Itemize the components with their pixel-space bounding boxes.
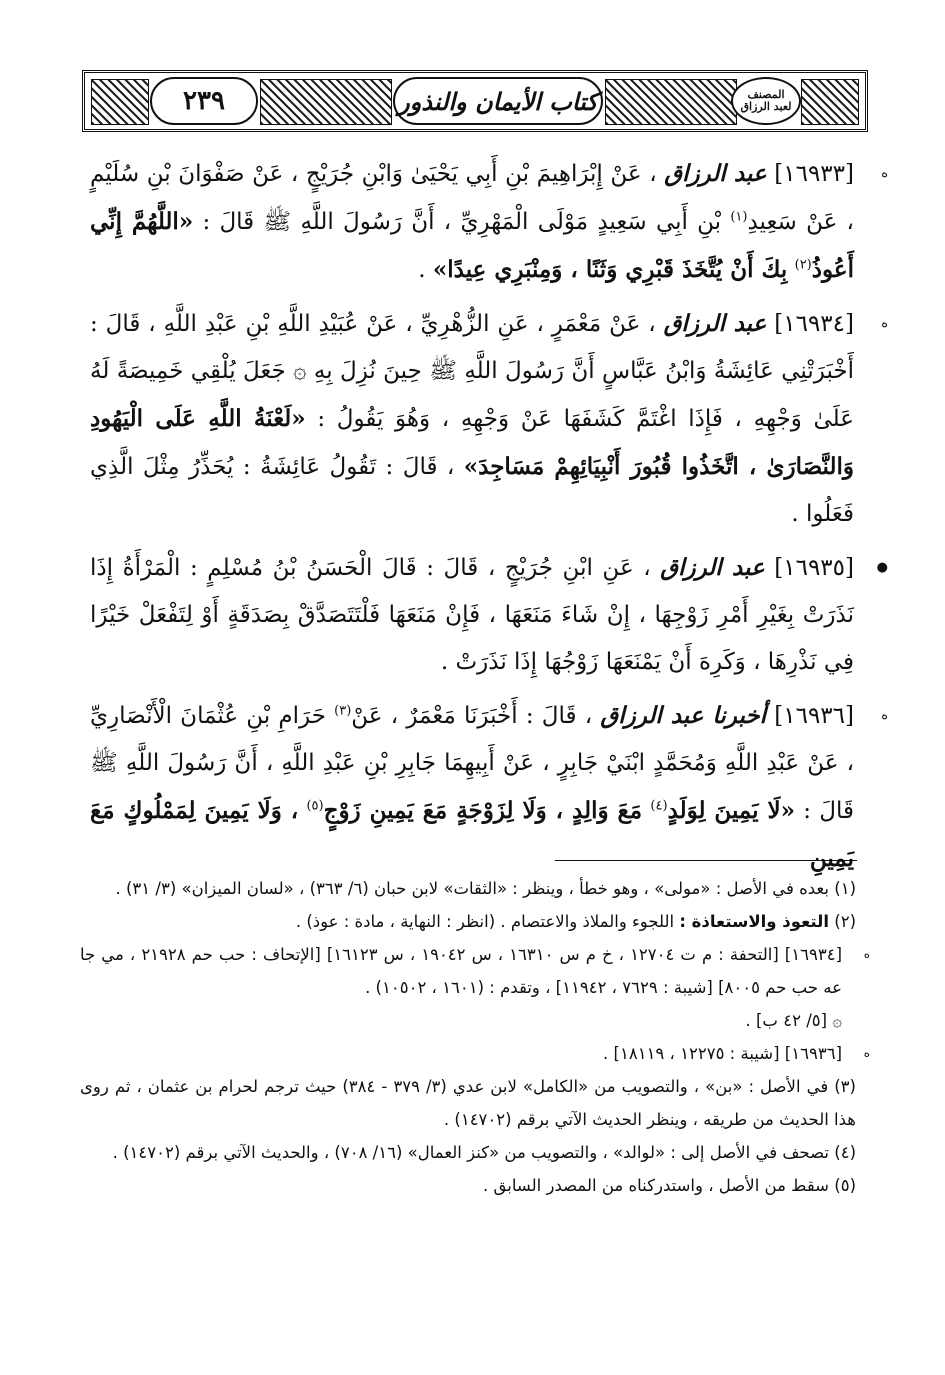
footnotes — [80, 872, 870, 1202]
footnote-label: (٢) — [834, 912, 856, 931]
footnote-text: سقط من الأصل ، واستدركناه من المصدر السابق . — [483, 1176, 829, 1195]
hadith-quote: «لَا يَمِينَ لِوَلَدٍ — [667, 797, 796, 824]
header-ornament-mid-right — [605, 79, 737, 125]
entry-number: [١٦٩٣٥] — [774, 555, 854, 581]
entry-author: أخبرنا عبد الرزاق — [600, 702, 767, 729]
footnote-1 — [80, 872, 860, 905]
entry-text: حَرَامِ بْنِ عُثْمَانَ الْأَنْصَارِيِّ ، عَنْ عَبْدِ اللَّهِ وَمُحَمَّدٍ ابْنَيْ جَابِرٍ ، عَنْ أَبِيهِمَا جَابِرِ بْنِ عَبْدِ اللَّهِ ، أَنَّ رَسُولَ اللَّهِ ﷺ قَالَ : — [90, 703, 854, 824]
footnote-text: اللجوء والملاذ والاعتصام . (انظر : النهاية ، مادة : عوذ) . — [295, 912, 675, 931]
entry-author: عبد الرزاق — [660, 554, 765, 581]
footnote-label: (٥) — [834, 1176, 856, 1195]
hadith-quote: «لَعْنَةُ اللَّهِ عَلَى الْيَهُودِ وَالنَّصَارَىٰ ، اتَّخَذُوا قُبُورَ أَنْبِيَائِهِمْ مَسَاجِدَ» — [90, 405, 854, 480]
footnote-label: (٣) — [834, 1077, 856, 1096]
entry-text: ، عَنْ إِبْرَاهِيمَ بْنِ أَبِي يَحْيَىٰ وَابْنِ جُرَيْجٍ ، عَنْ صَفْوَانَ بْنِ سُلَيْمٍ ، عَنْ سَعِيدِ — [90, 161, 854, 235]
footnote-4 — [80, 1136, 860, 1169]
main-text — [90, 150, 888, 889]
header-ornament-mid-left — [260, 79, 392, 125]
footnote-5 — [80, 1169, 860, 1202]
footnote-ref: (١) — [730, 209, 748, 225]
book-title: كتاب الأيمان والنذور — [393, 77, 603, 125]
footnote-ref: (٣) — [334, 703, 352, 719]
entry-marker: ه — [881, 316, 888, 331]
entry-author: عبد الرزاق — [663, 310, 767, 337]
hadith-quote: ، وَلَا يَمِينَ لِمَمْلُوكٍ مَعَ يَمِينِ — [90, 797, 854, 872]
series-logo-line1: المصنف — [747, 88, 785, 101]
footnote-divider — [555, 860, 857, 861]
footnote-2 — [80, 905, 860, 938]
hadith-entry-16935 — [90, 544, 888, 686]
page-header — [82, 70, 868, 132]
reference-text: [١٦٩٣٤] [التحفة : م ت ١٢٧٠٤ ، خ م س ١٦٣١٠ ، س ١٩٠٤٢ ، س ١٦١٢٣] [الإتحاف : حب حم ٢١٩٢٨ ، مي جا عه حب حم ٨٠٠٥] [شيبة : ٧٦٢٩ ، ١١٩٤٢] ، وتقدم : (١٦٠١ ، ١٠٥٠٢) . — [80, 945, 842, 997]
manuscript-folio-note — [80, 1004, 860, 1037]
reference-marker: ه — [863, 1046, 870, 1060]
entry-text: ، عَنِ ابْنِ جُرَيْجٍ ، قَالَ : قَالَ الْحَسَنُ بْنُ مُسْلِمٍ : الْمَرْأَةُ إِذَا نَذَرَتْ بِغَيْرِ أَمْرِ زَوْجِهَا ، إِنْ شَاءَ مَنَعَهَا ، فَإِنْ مَنَعَهَا فَلْتَتَصَدَّقْ بِصَدَقَةٍ أَوْ لِتَفْعَلْ خَيْرًا فِي نَذْرِهَا ، وَكَرِهَ أَنْ يَمْنَعَهَا زَوْجُهَا إِذَا نَذَرَتْ . — [90, 555, 854, 675]
reference-16934 — [80, 938, 870, 1004]
hadith-quote: بِكَ أَنْ يُتَّخَذَ قَبْرِي وَثَنًا ، وَمِنْبَرِي عِيدًا» — [432, 256, 788, 283]
reference-text: [١٦٩٣٦] [شيبة : ١٢٢٧٥ ، ١٨١١٩] . — [603, 1044, 842, 1063]
page-number: ٢٣٩ — [150, 77, 258, 125]
entry-text: ، قَالَ : أَخْبَرَنَا مَعْمَرٌ ، عَنْ — [351, 703, 593, 729]
folio-text: ۞ [٥/ ٤٢ ب] . — [745, 1011, 842, 1030]
footnote-3 — [80, 1070, 860, 1136]
series-logo — [731, 77, 801, 125]
footnote-text: في الأصل : «بن» ، والتصويب من «الكامل» لابن عدي (٣/ ٣٧٩ - ٣٨٤) حيث ترجم لحرام بن عثمان ، ثم روى هذا الحديث من طريقه ، وينظر الحديث الآتي برقم (١٤٧٠٢) . — [80, 1077, 856, 1129]
footnote-ref: (٢) — [794, 257, 812, 273]
entry-text: ، قَالَ : تَقُولُ عَائِشَةُ : يُحَذِّرُ مِثْلَ الَّذِي فَعَلُوا . — [90, 454, 854, 527]
entry-marker: ه — [881, 166, 888, 181]
entry-marker: ه — [881, 708, 888, 723]
footnote-text: بعده في الأصل : «مولى» ، وهو خطأ ، وينظر : «الثقات» لابن حبان (٦/ ٣٦٣) ، «لسان الميزان» (٣/ ٣١) . — [115, 879, 829, 898]
hadith-quote: «اللَّهُمَّ إِنِّي أَعُوذُ — [90, 208, 854, 283]
entry-end: . — [418, 257, 426, 283]
footnote-ref: (٤) — [650, 798, 668, 814]
reference-marker: ه — [863, 947, 870, 961]
hadith-entry-16936 — [90, 692, 888, 883]
footnote-ref: (٥) — [306, 798, 324, 814]
entry-marker: ● — [876, 560, 888, 575]
reference-16936 — [80, 1037, 870, 1070]
entry-text: ، عَنْ مَعْمَرٍ ، عَنِ الزُّهْرِيِّ ، عَنْ عُبَيْدِ اللَّهِ بْنِ عَبْدِ اللَّهِ ، قَالَ : أَخْبَرَتْنِي عَائِشَةُ وَابْنُ عَبَّاسٍ أَنَّ رَسُولَ اللَّهِ ﷺ حِينَ نُزِلَ بِهِ ۞ جَعَلَ يُلْقِي خَمِيصَةً لَهُ عَلَىٰ وَجْهِهِ ، فَإِذَا اغْتَمَّ كَشَفَهَا عَنْ وَجْهِهِ ، وَهُوَ يَقُولُ : — [90, 311, 855, 432]
hadith-entry-16934 — [90, 300, 888, 538]
hadith-entry-16933 — [90, 150, 888, 294]
entry-text: بْنِ أَبِي سَعِيدٍ مَوْلَى الْمَهْرِيِّ ، أَنَّ رَسُولَ اللَّهِ ﷺ قَالَ : — [202, 209, 722, 235]
series-logo-line2: لعبد الرزاق — [740, 100, 792, 113]
entry-author: عبد الرزاق — [664, 160, 767, 187]
entry-number: [١٦٩٣٤] — [774, 311, 854, 337]
header-ornament-right — [801, 79, 859, 125]
footnote-label: (٤) — [834, 1143, 856, 1162]
entry-number: [١٦٩٣٣] — [774, 161, 854, 187]
footnote-text: تصحف في الأصل إلى : «لوالد» ، والتصويب من «كنز العمال» (١٦/ ٧٠٨) ، والحديث الآتي برقم (١٤٧٠٢) . — [112, 1143, 829, 1162]
footnote-term: التعوذ والاستعاذة : — [679, 912, 829, 931]
header-ornament-left — [91, 79, 149, 125]
footnote-label: (١) — [834, 879, 856, 898]
entry-number: [١٦٩٣٦] — [774, 703, 854, 729]
hadith-quote: مَعَ وَالِدٍ ، وَلَا لِزَوْجَةٍ مَعَ يَمِينِ زَوْجٍ — [323, 797, 643, 824]
